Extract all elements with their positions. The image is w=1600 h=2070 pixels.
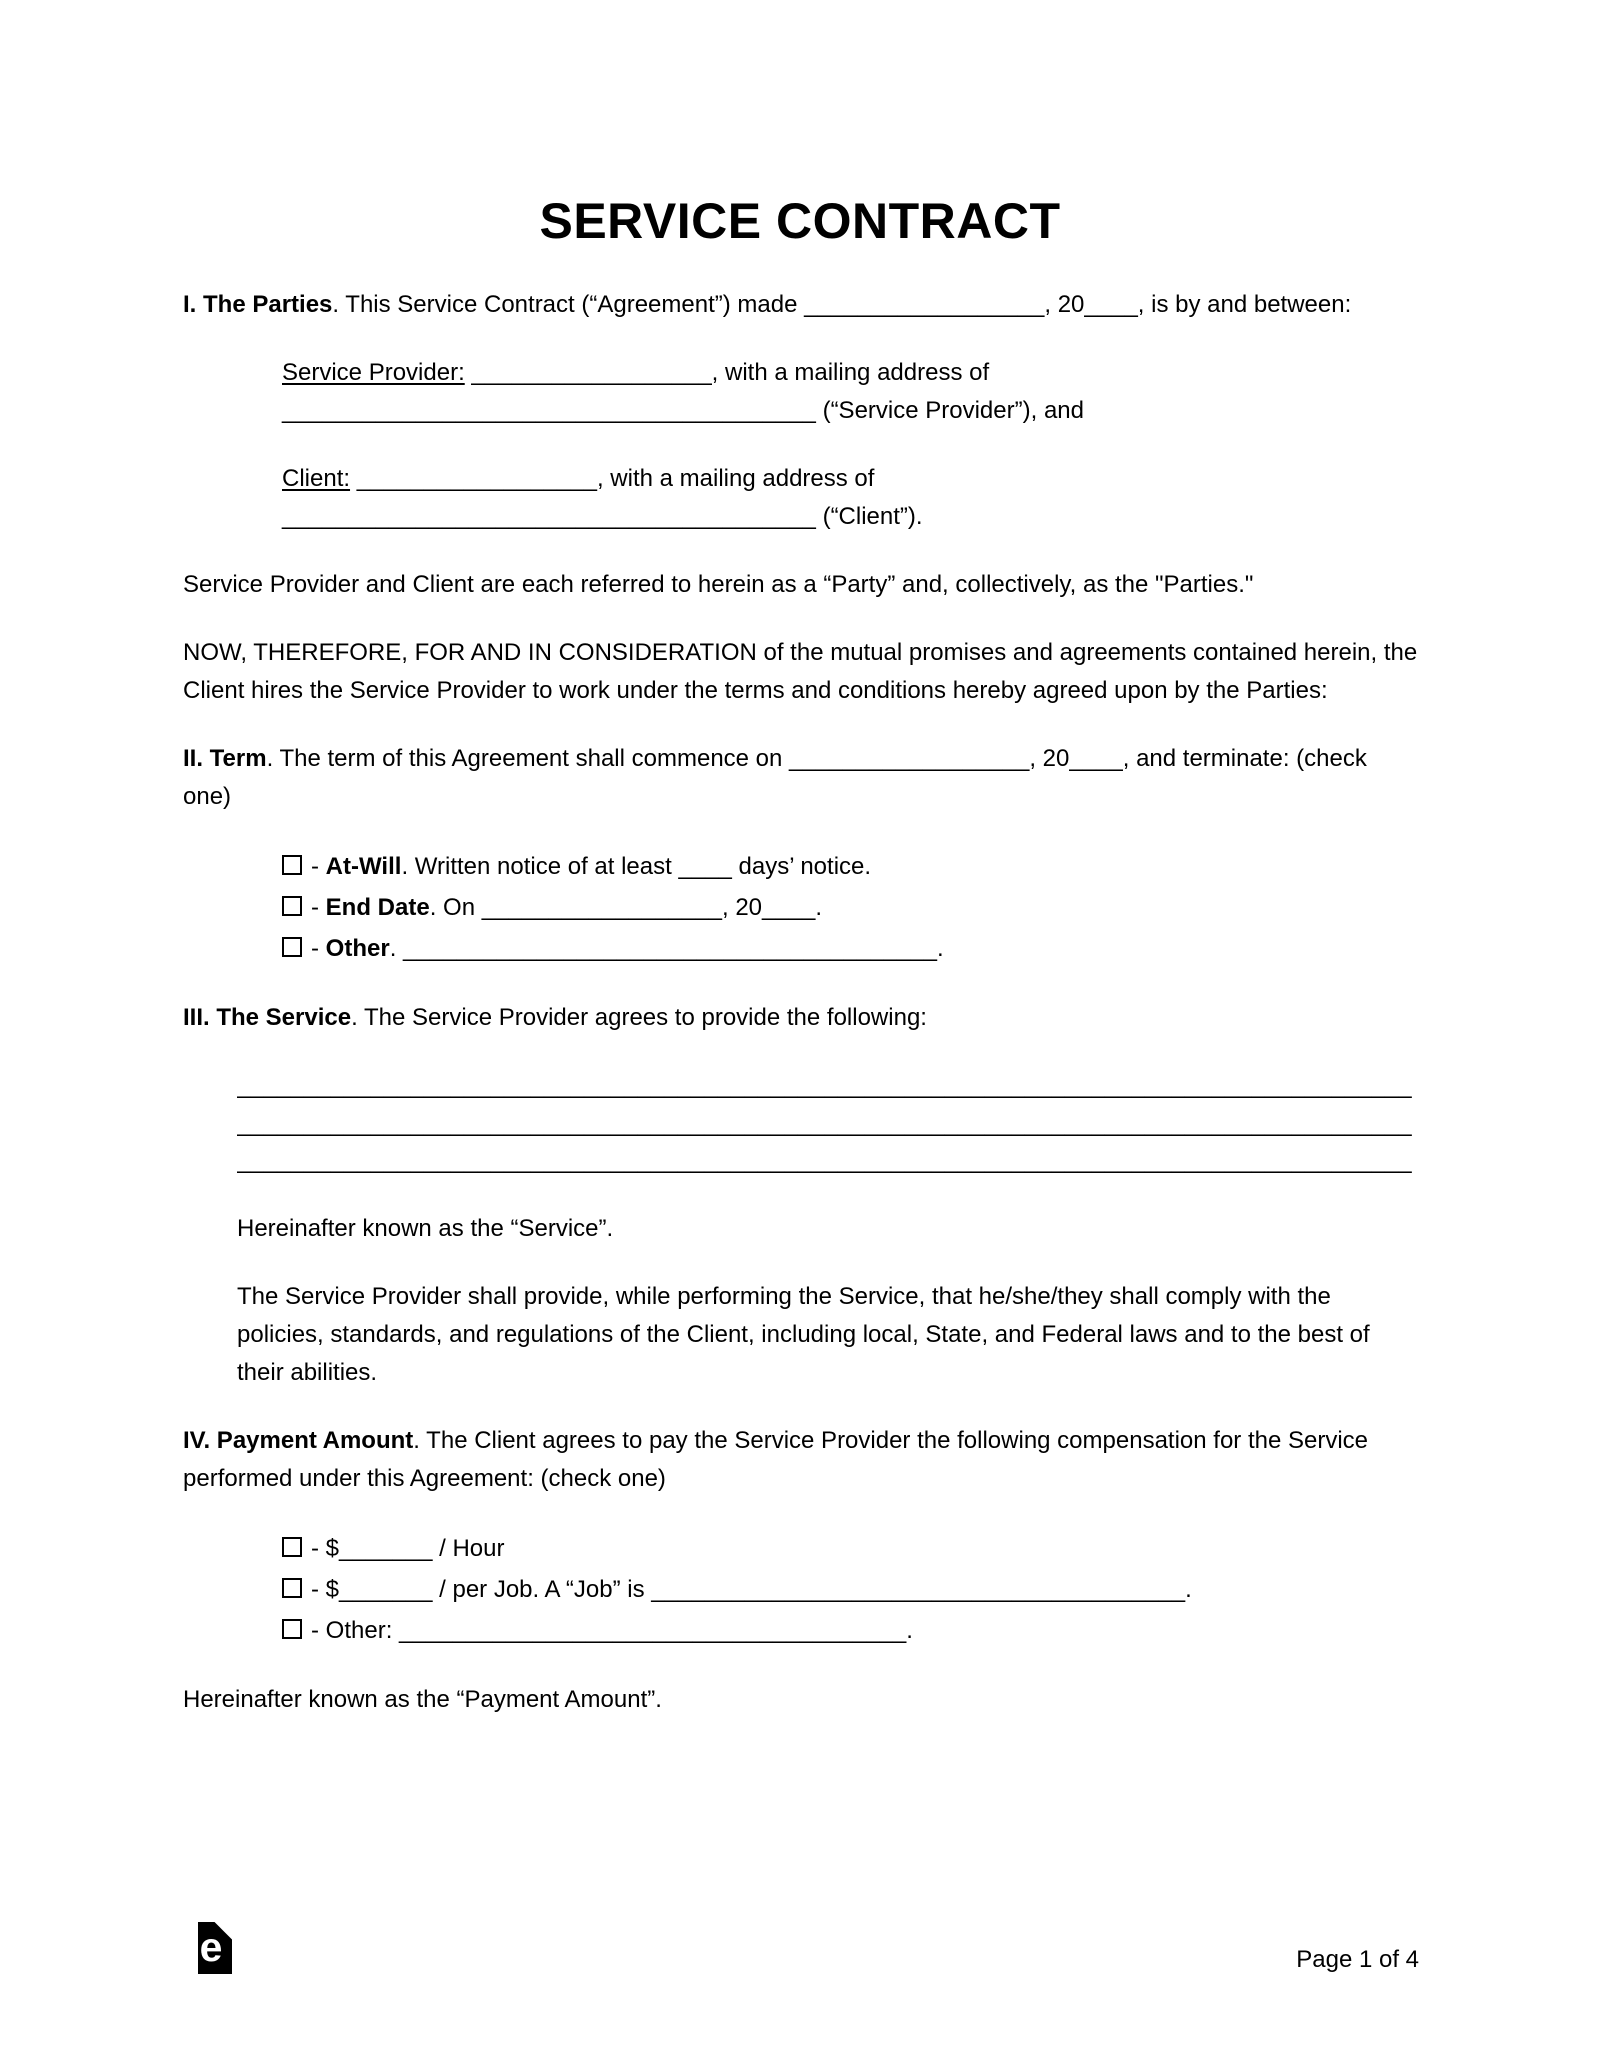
parties-intro-text-2: , 20 — [1044, 291, 1085, 318]
section-term-intro — [183, 740, 1420, 816]
checkbox-at-will[interactable] — [282, 855, 302, 875]
client-label: Client: — [282, 465, 351, 492]
at-will-text-1: . Written notice of at least — [401, 853, 679, 880]
term-other-blank[interactable]: ________________________________________ — [403, 935, 937, 962]
service-description-line-3[interactable]: ________________________________________________________________________________________ — [237, 1147, 1412, 1174]
term-other-text-2: . — [936, 935, 944, 962]
client-name-blank[interactable]: __________________ — [356, 465, 597, 492]
service-provider-line-2 — [282, 392, 1420, 430]
at-will-days-blank[interactable]: ____ — [678, 853, 732, 880]
client-clause — [282, 460, 1420, 536]
client-address-blank[interactable]: ________________________________________ — [282, 503, 816, 530]
term-other-label: Other — [325, 935, 390, 962]
spacer — [350, 465, 357, 492]
service-description-lines — [237, 1067, 1420, 1180]
checkbox-payment-other[interactable] — [282, 1619, 302, 1639]
section-payment-intro — [183, 1422, 1420, 1498]
document-content — [0, 286, 1600, 1719]
end-date-label: End Date — [325, 894, 430, 921]
client-line-2 — [282, 498, 1420, 536]
term-start-year-blank[interactable]: ____ — [1069, 745, 1123, 772]
payment-hereinafter: Hereinafter known as the “Payment Amount”. — [183, 1685, 662, 1713]
service-provider-address-blank[interactable]: ________________________________________ — [282, 397, 816, 424]
term-options — [282, 846, 1420, 969]
option-payment-other — [282, 1610, 1420, 1651]
agreement-year-blank[interactable]: ____ — [1084, 291, 1138, 318]
parties-intro-text-1: . This Service Contract (“Agreement”) made — [332, 291, 805, 318]
checkbox-end-date[interactable] — [282, 896, 302, 916]
end-date-year-blank[interactable]: ____ — [762, 894, 816, 921]
service-intro-text: . The Service Provider agrees to provide the following: — [351, 1004, 927, 1031]
document-title: SERVICE CONTRACT — [539, 193, 1061, 249]
term-start-date-blank[interactable]: __________________ — [789, 745, 1030, 772]
end-date-text-2: , 20 — [721, 894, 763, 921]
option-term-other — [282, 928, 1420, 969]
service-heading: III. The Service — [183, 1004, 352, 1031]
option-per-job — [282, 1569, 1420, 1610]
service-hereinafter: Hereinafter known as the “Service”. — [237, 1214, 614, 1242]
eforms-logo-icon — [198, 1922, 232, 1981]
hourly-text-1: $ — [325, 1534, 340, 1562]
service-provider-text-1: , with a mailing address of — [711, 359, 990, 386]
service-provider-line-1 — [282, 354, 1420, 392]
payment-other-text-2: . — [906, 1616, 913, 1644]
checkbox-term-other[interactable] — [282, 937, 302, 957]
option-at-will — [282, 846, 1420, 887]
consideration-paragraph: NOW, THEREFORE, FOR AND IN CONSIDERATION of the mutual promises and agreements contained herein, the Client hires the Service Provider to work under the terms and conditions hereby agreed upon by the Parties: — [183, 639, 1418, 704]
service-compliance-paragraph: The Service Provider shall provide, while performing the Service, that he/she/they shall comply with the policies, standards, and regulations of the Client, including local, State, and Federal laws and to the best of their abilities. — [237, 1282, 1370, 1386]
hourly-text-2: / Hour — [432, 1534, 505, 1562]
per-job-text-2: / per Job. A “Job” is — [432, 1575, 652, 1603]
term-intro-text-3: , and terminate: (check one) — [183, 745, 1367, 810]
at-will-text-2: days’ notice. — [731, 853, 872, 880]
term-intro-text-2: , 20 — [1029, 745, 1070, 772]
end-date-date-blank[interactable]: __________________ — [481, 894, 722, 921]
payment-options — [282, 1528, 1420, 1651]
job-definition-blank[interactable]: ________________________________________ — [651, 1575, 1186, 1603]
service-provider-name-blank[interactable]: __________________ — [471, 359, 712, 386]
section-parties-intro — [183, 286, 1420, 324]
option-dash: - — [311, 1575, 326, 1603]
per-job-text-3: . — [1185, 1575, 1192, 1603]
term-heading: II. Term — [183, 745, 267, 772]
option-dash: - — [311, 1534, 326, 1562]
option-hourly — [282, 1528, 1420, 1569]
at-will-label: At-Will — [325, 853, 402, 880]
per-job-text-1: $ — [325, 1575, 340, 1603]
client-line-1 — [282, 460, 1420, 498]
service-provider-text-2: (“Service Provider”), and — [815, 397, 1084, 424]
agreement-date-blank[interactable]: __________________ — [804, 291, 1045, 318]
term-other-text-1: . — [389, 935, 404, 962]
payment-other-text-1: Other: — [325, 1616, 400, 1644]
service-description-line-1[interactable]: ________________________________________________________________________________________ — [237, 1072, 1412, 1099]
payment-heading: IV. Payment Amount — [183, 1426, 414, 1454]
parties-reference-paragraph: Service Provider and Client are each referred to herein as a “Party” and, collectively, as the "Parties." — [183, 571, 1254, 598]
service-provider-clause — [282, 354, 1420, 430]
per-job-rate-blank[interactable]: _______ — [339, 1575, 433, 1603]
option-dash: - — [311, 935, 326, 962]
service-description-line-2[interactable]: ________________________________________________________________________________________ — [237, 1109, 1412, 1137]
option-end-date — [282, 887, 1420, 928]
parties-intro-text-3: , is by and between: — [1137, 291, 1352, 318]
hourly-rate-blank[interactable]: _______ — [339, 1534, 433, 1562]
payment-other-blank[interactable]: ______________________________________ — [399, 1616, 907, 1644]
page-number-label: Page 1 of 4 — [1296, 1946, 1419, 1973]
payment-intro-text: . The Client agrees to pay the Service Provider the following compensation for the Service performed under this Agreement: (check one) — [183, 1426, 1369, 1492]
checkbox-per-job[interactable] — [282, 1578, 302, 1598]
parties-heading: I. The Parties — [183, 291, 333, 318]
service-provider-label: Service Provider: — [282, 359, 465, 386]
section-service-intro — [183, 999, 1420, 1037]
checkbox-hourly[interactable] — [282, 1537, 302, 1557]
client-text-1: , with a mailing address of — [596, 465, 875, 492]
option-dash: - — [311, 853, 326, 880]
end-date-text-3: . — [815, 894, 823, 921]
option-dash: - — [311, 894, 326, 921]
term-intro-text-1: . The term of this Agreement shall commence on — [266, 745, 790, 772]
end-date-text-1: . On — [429, 894, 482, 921]
option-dash: - — [311, 1616, 326, 1644]
logo-letter: e — [199, 1924, 223, 1970]
client-text-2: (“Client”). — [815, 503, 923, 530]
